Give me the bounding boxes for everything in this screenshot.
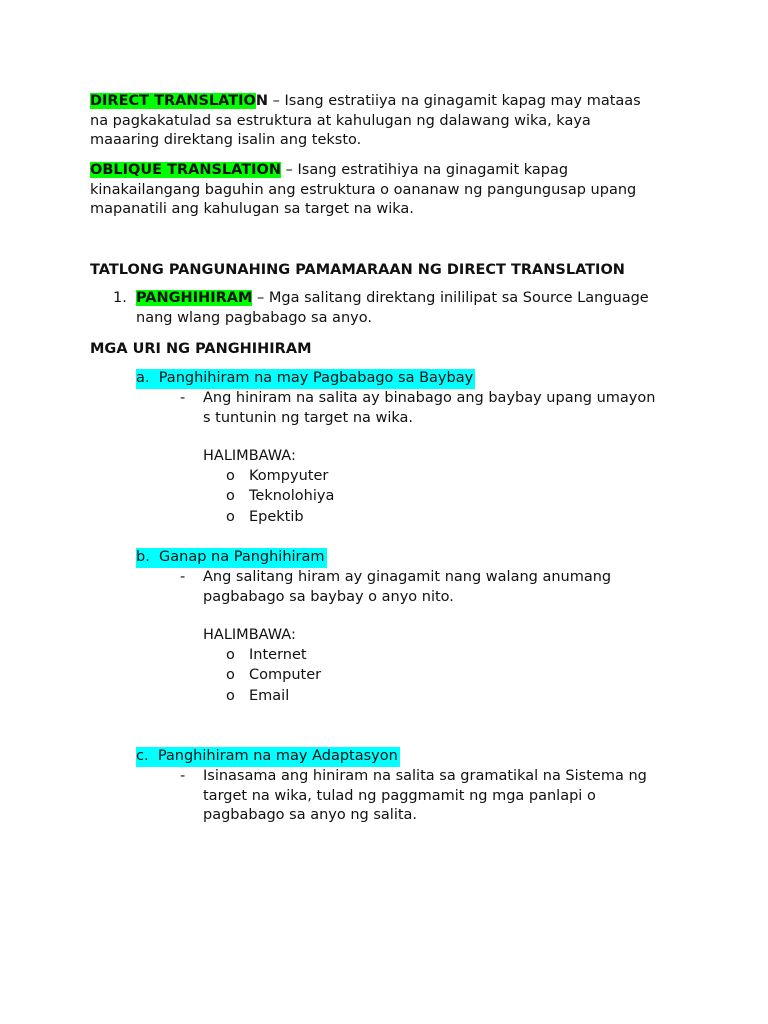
- type-b-heading: [136, 548, 327, 568]
- oblique-line-3: mapanatili ang kahulugan sa target na wika.: [90, 201, 414, 218]
- type-a-desc-line-2: s tuntunin ng target na wika.: [203, 409, 414, 426]
- list-item-panghihiram: [136, 289, 696, 328]
- subsection-heading: MGA URI NG PANGHIHIRAM: [90, 341, 312, 357]
- type-c-title: Panghihiram na may Adaptasyon: [157, 748, 398, 764]
- panghihiram-term: PANGHIHIRAM: [136, 290, 253, 306]
- type-b-desc-line-1: Ang salitang hiram ay ginagamit nang walang anumang: [203, 569, 612, 585]
- type-b-bullet-3: o: [226, 688, 235, 704]
- oblique-line-1: [90, 161, 690, 181]
- type-a-letter: a.: [136, 370, 150, 386]
- type-b-title: Ganap na Panghihiram: [159, 549, 325, 565]
- direct-translation-paragraph: [90, 92, 690, 151]
- type-b-description: [203, 568, 611, 607]
- type-a-example-1: Kompyuter: [249, 468, 329, 484]
- type-a-title: Panghihiram na may Pagbabago sa Baybay: [158, 370, 474, 386]
- type-b-example-3: Email: [249, 688, 290, 704]
- type-a-dash: -: [180, 390, 186, 406]
- type-b-example-label: HALIMBAWA:: [203, 627, 296, 643]
- type-a-example-2: Teknolohiya: [249, 488, 335, 504]
- direct-line-3: maaaring direktang isalin ang teksto.: [90, 132, 362, 149]
- type-c-desc-line-3: pagbabago sa anyo ng salita.: [203, 807, 418, 824]
- type-a-bullet-2: o: [226, 488, 235, 504]
- type-a-example-label: HALIMBAWA:: [203, 448, 296, 464]
- direct-translation-term: DIRECT TRANSLATIO: [90, 93, 256, 109]
- panghihiram-line-2: nang wlang pagbabago sa anyo.: [136, 309, 372, 326]
- type-c-letter: c.: [136, 748, 149, 764]
- direct-translation-term-tail: N: [255, 93, 269, 109]
- type-b-bullet-2: o: [226, 667, 235, 683]
- type-a-desc-line-1: Ang hiniram na salita ay binabago ang baybay upang umayon: [203, 390, 656, 406]
- panghihiram-line-1: [136, 289, 696, 309]
- type-c-desc-line-2: target na wika, tulad ng paggmamit ng mga panlapi o: [203, 787, 596, 804]
- oblique-translation-term: OBLIQUE TRANSLATION: [90, 162, 282, 178]
- type-a-description: [203, 389, 655, 428]
- type-c-description: [203, 767, 647, 826]
- type-b-desc-line-2: pagbabago sa baybay o anyo nito.: [203, 588, 454, 605]
- type-a-bullet-1: o: [226, 468, 235, 484]
- panghihiram-definition-start: – Mga salitang direktang inililipat sa Source Language: [252, 290, 649, 306]
- type-c-heading: [136, 747, 400, 767]
- direct-definition-start: – Isang estratiiya na ginagamit kapag may mataas: [268, 93, 641, 109]
- type-c-dash: -: [180, 768, 186, 784]
- list-number-1: 1.: [113, 290, 127, 306]
- type-b-bullet-1: o: [226, 647, 235, 663]
- type-b-letter: b.: [136, 549, 150, 565]
- oblique-definition-start: – Isang estratihiya na ginagamit kapag: [281, 162, 569, 178]
- type-b-dash: -: [180, 569, 186, 585]
- type-a-example-3: Epektib: [249, 509, 304, 525]
- direct-line-2: na pagkakatulad sa estruktura at kahulugan ng dalawang wika, kaya: [90, 112, 591, 129]
- section-heading: TATLONG PANGUNAHING PAMAMARAAN NG DIRECT TRANSLATION: [90, 262, 625, 278]
- type-c-desc-line-1: Isinasama ang hiniram na salita sa gramatikal na Sistema ng: [203, 768, 647, 784]
- type-b-example-1: Internet: [249, 647, 307, 663]
- type-b-example-2: Computer: [249, 667, 322, 683]
- type-a-heading: [136, 369, 475, 389]
- oblique-line-2: kinakailangang baguhin ang estruktura o oananaw ng pangungusap upang: [90, 181, 637, 198]
- direct-line-1: [90, 92, 690, 112]
- oblique-translation-paragraph: [90, 161, 690, 220]
- type-a-bullet-3: o: [226, 509, 235, 525]
